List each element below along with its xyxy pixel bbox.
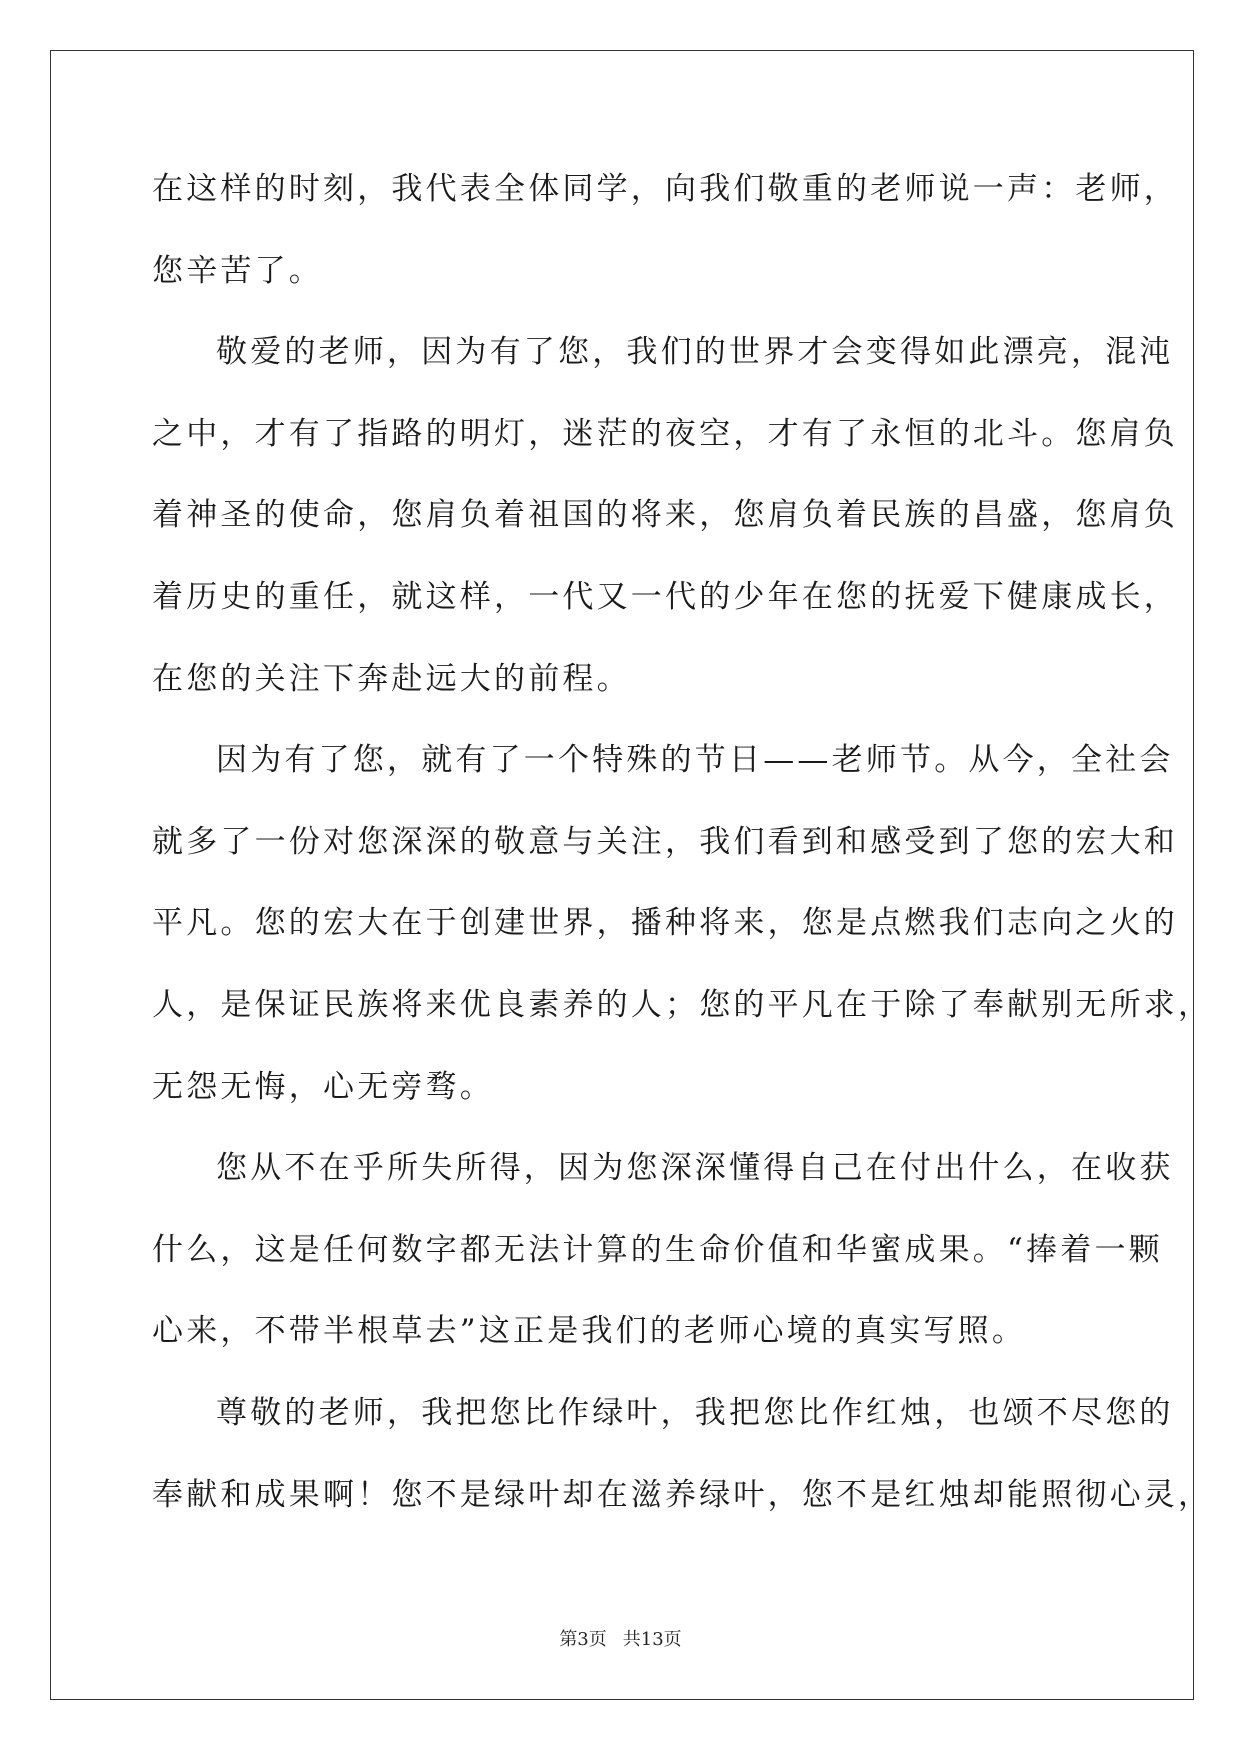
text-line: 奉献和成果啊！您不是绿叶却在滋养绿叶，您不是红烛却能照彻心灵， xyxy=(152,1476,1213,1513)
paragraph-start-line: 敬爱的老师，因为有了您，我们的世界才会变得如此漂亮，混沌 xyxy=(216,334,1174,371)
document-body xyxy=(152,165,1213,1552)
text-line: 之中，才有了指路的明灯，迷茫的夜空，才有了永恒的北斗。您肩负 xyxy=(152,415,1178,452)
paragraph-start-line: 尊敬的老师，我把您比作绿叶，我把您比作红烛，也颂不尽您的 xyxy=(216,1394,1174,1431)
text-line: 无怨无悔，心无旁骛。 xyxy=(152,1068,494,1105)
page-total: 共13页 xyxy=(622,1629,682,1650)
page-footer xyxy=(0,1625,1241,1651)
text-line: 在您的关注下奔赴远大的前程。 xyxy=(152,660,631,697)
text-line: 您辛苦了。 xyxy=(152,252,323,289)
text-line: 什么，这是任何数字都无法计算的生命价值和华蜜成果。“捧着一颗 xyxy=(152,1231,1163,1268)
text-line: 着神圣的使命，您肩负着祖国的将来，您肩负着民族的昌盛，您肩负 xyxy=(152,497,1178,534)
text-line: 平凡。您的宏大在于创建世界，播种将来，您是点燃我们志向之火的 xyxy=(152,905,1178,942)
page-number: 第3页 xyxy=(559,1629,607,1650)
paragraph-start-line: 您从不在乎所失所得，因为您深深懂得自己在付出什么，在收获 xyxy=(216,1150,1174,1187)
paragraph-start-line: 因为有了您，就有了一个特殊的节日——老师节。从今，全社会 xyxy=(216,742,1174,779)
text-line: 就多了一份对您深深的敬意与关注，我们看到和感受到了您的宏大和 xyxy=(152,823,1178,860)
text-line: 着历史的重任，就这样，一代又一代的少年在您的抚爱下健康成长， xyxy=(152,578,1178,615)
text-line: 心来，不带半根草去”这正是我们的老师心境的真实写照。 xyxy=(152,1313,1027,1350)
text-line: 人，是保证民族将来优良素养的人；您的平凡在于除了奉献别无所求， xyxy=(152,986,1213,1023)
text-line: 在这样的时刻，我代表全体同学，向我们敬重的老师说一声：老师， xyxy=(152,171,1178,207)
